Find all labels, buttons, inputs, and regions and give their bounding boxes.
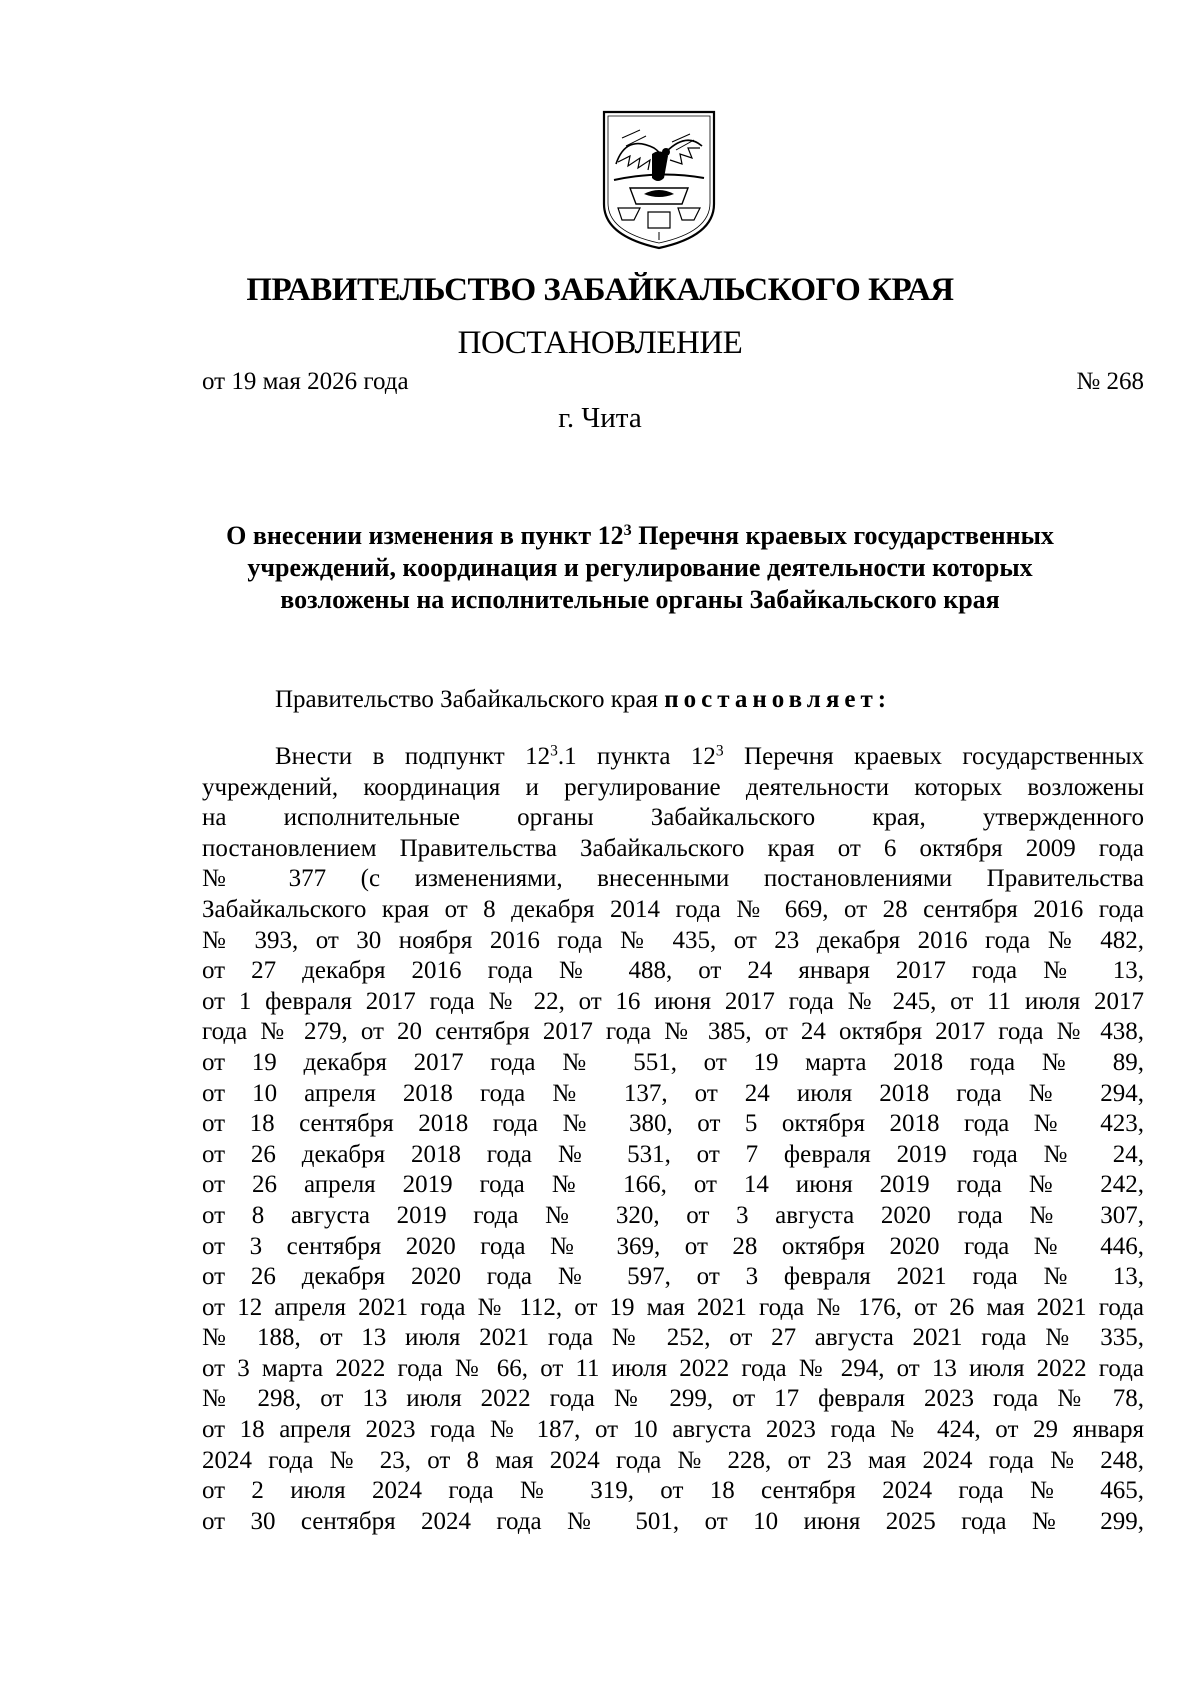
body-line: от 1 февраля 2017 года № 22, от 16 июня 2017 года № 245, от 11 июля 2017 [202, 987, 1144, 1015]
title-line-1: О внесении изменения в пункт $12^3$ Перечня краевых государственных [226, 521, 1054, 550]
body-line: от 30 сентября 2024 года № 501, от 10 июня 2025 года № 299, [202, 1507, 1144, 1535]
document-city: г. Чита [558, 402, 642, 434]
title-line-2: учреждений, координация и регулирование деятельности которых [247, 553, 1033, 582]
organization-name: ПРАВИТЕЛЬСТВО ЗАБАЙКАЛЬСКОГО КРАЯ [246, 272, 954, 308]
body-line: от 3 сентября 2020 года № 369, от 28 октября 2020 года № 446, [202, 1232, 1144, 1260]
intro-emphasis: постановляет: [664, 686, 892, 713]
body-line: от 18 апреля 2023 года № 187, от 10 августа 2023 года № 424, от 29 января [202, 1416, 1144, 1444]
intro-text: Правительство Забайкальского края [275, 686, 665, 713]
body-line: от 8 августа 2019 года № 320, от 3 августа 2020 года № 307, [202, 1201, 1144, 1229]
body-line: № 393, от 30 ноября 2016 года № 435, от 23 декабря 2016 года № 482, [202, 926, 1144, 954]
body-line: от 18 сентября 2018 года № 380, от 5 октября 2018 года № 423, [202, 1110, 1144, 1138]
document-title [170, 520, 1110, 616]
body-line: от 19 декабря 2017 года № 551, от 19 марта 2018 года № 89, [202, 1048, 1144, 1076]
document-type: ПОСТАНОВЛЕНИЕ [457, 325, 743, 361]
body-line: от 10 апреля 2018 года № 137, от 24 июля 2018 года № 294, [202, 1079, 1144, 1107]
coat-of-arms-emblem [600, 108, 718, 250]
body-line: от 12 апреля 2021 года № 112, от 19 мая 2021 года № 176, от 26 мая 2021 года [202, 1293, 1144, 1321]
body-line: постановлением Правительства Забайкальского края от 6 октября 2009 года [202, 834, 1144, 862]
body-line: учреждений, координация и регулирование деятельности которых возложены [202, 773, 1144, 801]
body-line: № 298, от 13 июля 2022 года № 299, от 17 февраля 2023 года № 78, [202, 1385, 1144, 1413]
document-date: от 19 мая 2026 года [202, 368, 409, 395]
body-line: Забайкальского края от 8 декабря 2014 года № 669, от 28 сентября 2016 года [202, 895, 1144, 923]
body-line: на исполнительные органы Забайкальского края, утвержденного [202, 804, 1144, 832]
body-line: № 188, от 13 июля 2021 года № 252, от 27 августа 2021 года № 335, [202, 1324, 1144, 1352]
body-line: Внести в подпункт $12^3.1$ пункта $12^3$ Перечня краевых государственных [275, 742, 1144, 770]
body-line: от 2 июля 2024 года № 319, от 18 сентября 2024 года № 465, [202, 1477, 1144, 1505]
title-line-3: возложены на исполнительные органы Забайкальского края [280, 585, 1000, 614]
body-line: от 26 апреля 2019 года № 166, от 14 июня 2019 года № 242, [202, 1171, 1144, 1199]
intro-paragraph [275, 686, 891, 714]
body-line: от 26 декабря 2018 года № 531, от 7 февраля 2019 года № 24, [202, 1140, 1144, 1168]
document-number: № 268 [1076, 368, 1144, 395]
body-line: от 26 декабря 2020 года № 597, от 3 февраля 2021 года № 13, [202, 1263, 1144, 1291]
body-line: 2024 года № 23, от 8 мая 2024 года № 228, от 23 мая 2024 года № 248, [202, 1446, 1144, 1474]
body-line: от 3 марта 2022 года № 66, от 11 июля 2022 года № 294, от 13 июля 2022 года [202, 1354, 1144, 1382]
body-line: года № 279, от 20 сентября 2017 года № 385, от 24 октября 2017 года № 438, [202, 1018, 1144, 1046]
body-line: от 27 декабря 2016 года № 488, от 24 января 2017 года № 13, [202, 957, 1144, 985]
body-line: № 377 (с изменениями, внесенными постановлениями Правительства [202, 865, 1144, 893]
body-paragraph [202, 742, 1144, 1537]
